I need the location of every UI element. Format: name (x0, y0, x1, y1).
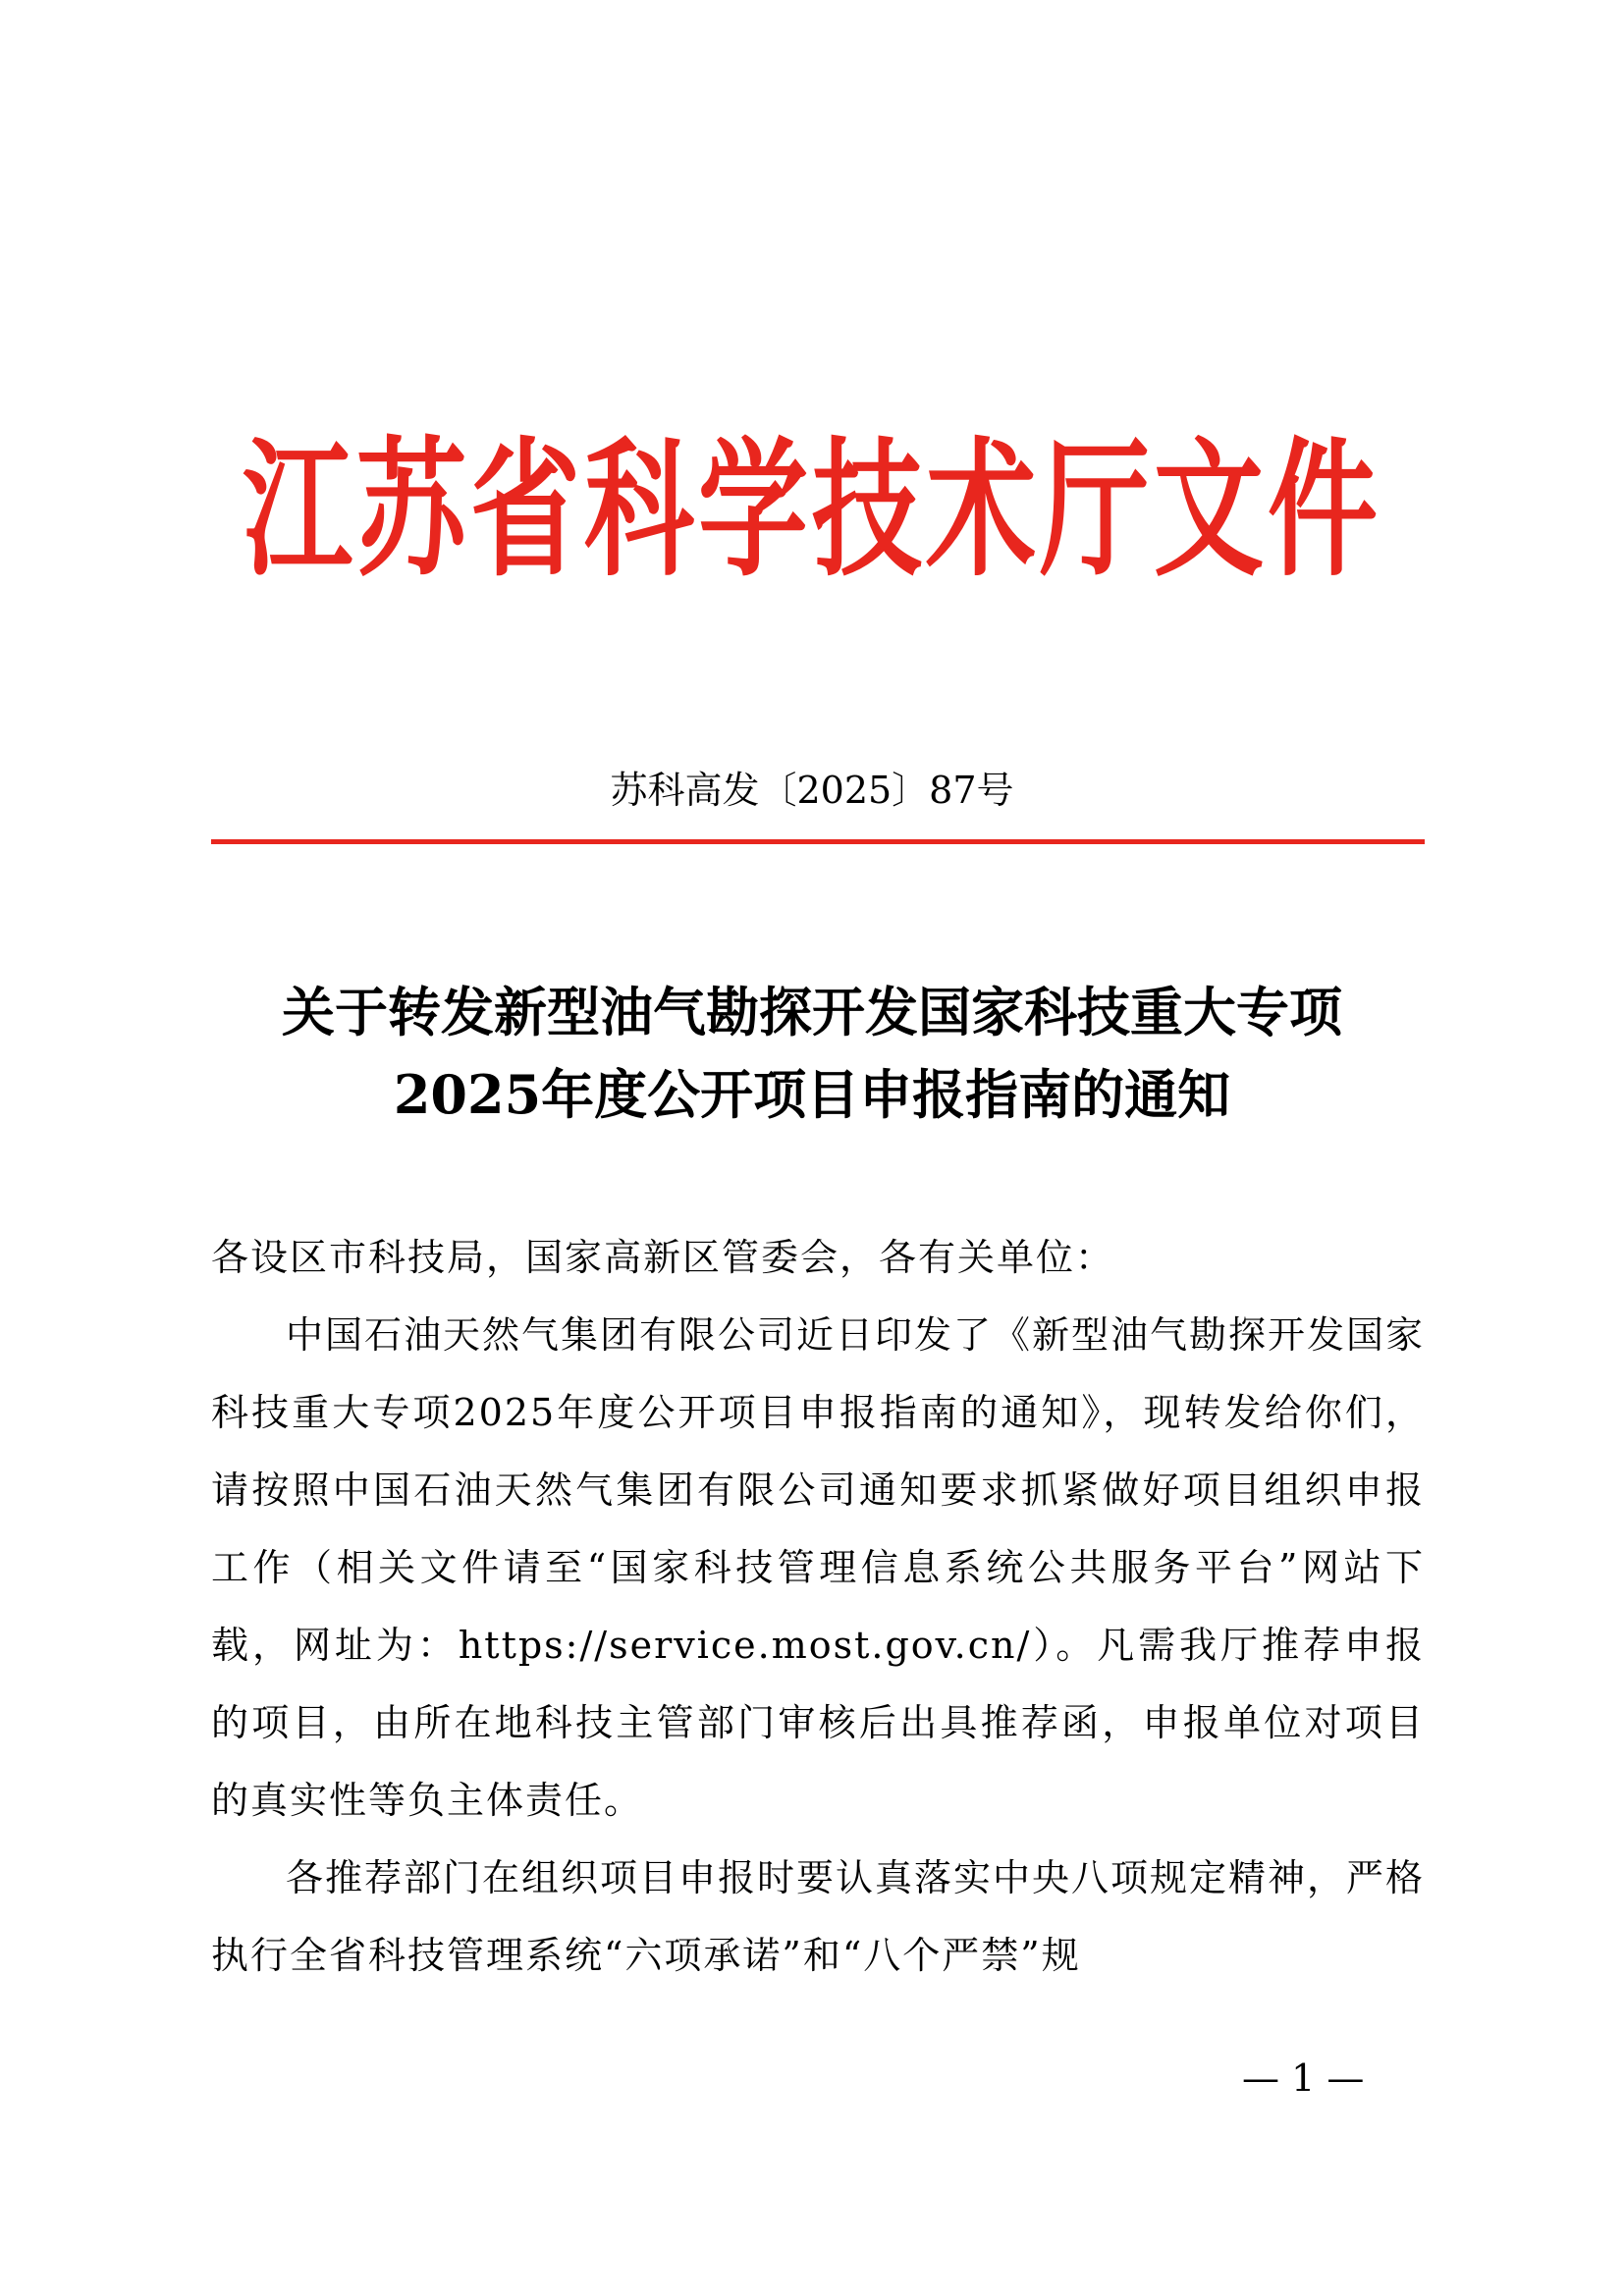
salutation: 各设区市科技局，国家高新区管委会，各有关单位： (211, 1236, 1115, 1279)
notice-title-line-1: 关于转发新型油气勘探开发国家科技重大专项 (282, 981, 1342, 1043)
page-number: — 1 — (1242, 2056, 1365, 2100)
body-paragraph: 各推荐部门在组织项目申报时要认真落实中央八项规定精神，严格执行全省科技管理系统“六项承诺”和“八个严禁”规 (211, 1856, 1426, 1977)
document-number: 苏科高发〔2025〕87号 (610, 769, 1014, 812)
body-paragraph: 中国石油天然气集团有限公司近日印发了《新型油气勘探开发国家科技重大专项2025年度公开项目申报指南的通知》，现转发给你们，请按照中国石油天然气集团有限公司通知要求抓紧做好项目组织申报工作（相关文件请至“国家科技管理信息系统公共服务平台”网站下载，网址为：https://service.most.gov.cn/）。凡需我厅推荐申报的项目，由所在地科技主管部门审核后出具推荐函，申报单位对项目的真实性等负主体责任。 (211, 1313, 1426, 1822)
document-masthead: 江苏省科学技术厅文件 (243, 424, 1381, 598)
notice-title-line-2: 2025年度公开项目申报指南的通知 (393, 1063, 1231, 1126)
red-separator-rule (211, 839, 1425, 844)
notice-body (211, 1219, 1425, 1995)
